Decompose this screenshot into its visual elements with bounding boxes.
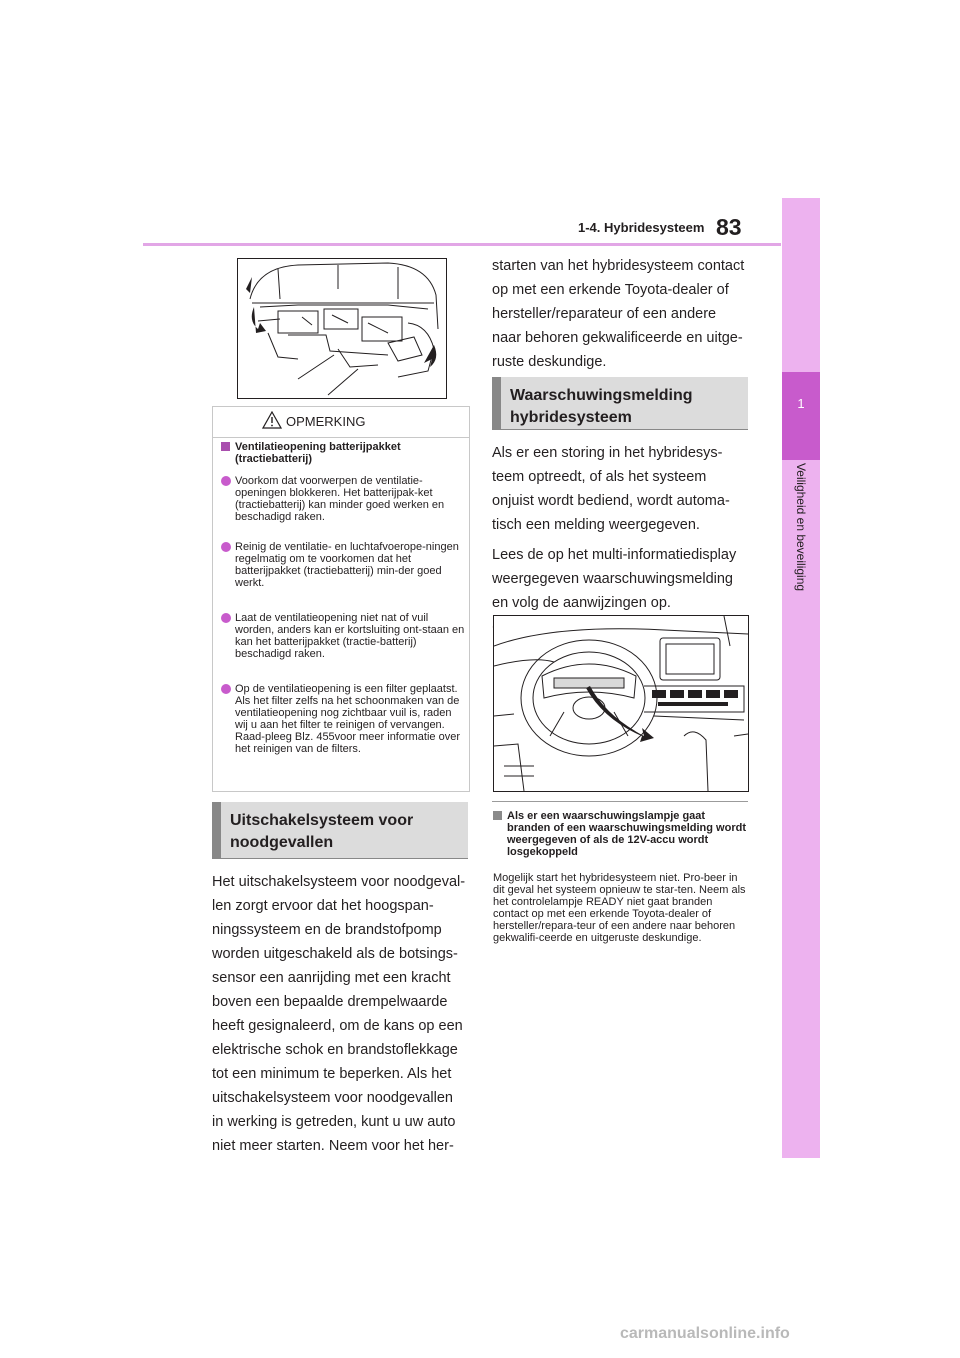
- emergency-shutdown-text: Het uitschakelsysteem voor noodgeval-len zorgt ervoor dat het hoogspan-ningssysteem en de brandstofpomp worden uitgeschakeld als de botsings-sensor een aanrijding met een kracht boven een bepaalde drempelwaarde heeft gesignaleerd, om de kans op een elektrische schok en brandstoflekkage tot een minimum te beperken. Als het uitschakelsysteem voor noodgevallen in werking is getreden, kunt u uw auto niet meer starten. Neem voor het her-: [212, 874, 466, 1154]
- chapter-number: 1: [797, 396, 805, 411]
- round-bullet-icon: [221, 476, 231, 486]
- notice-header: [213, 407, 469, 438]
- notice-heading: Ventilatieopening batterijpakket (tractiebatterij): [221, 441, 465, 465]
- round-bullet-icon: [221, 542, 231, 552]
- notice-item: Op de ventilatieopening is een filter geplaatst. Als het filter zelfs na het schoonmaken van de ventilatieopening nog zichtbaar vuil is, raden wij u aan het filter te reinigen of vervangen. Raad-pleeg Blz. 455voor meer informatie over het reinigen van de filters.: [221, 683, 465, 755]
- square-bullet-icon: [493, 811, 502, 820]
- continued-text: starten van het hybridesysteem contact op met een erkende Toyota-dealer of hersteller/reparateur of een andere naar behoren gekwalificeerde en uitge-ruste deskundige.: [492, 258, 745, 370]
- section-heading-emergency-shutdown: Uitschakelsysteem voor noodgevallen: [212, 802, 468, 858]
- chapter-label: Veiligheid en beveiliging: [794, 462, 808, 592]
- side-tab: [782, 198, 820, 1158]
- notice-box: [212, 406, 470, 792]
- figure-rule: [492, 801, 748, 802]
- notice-item: Laat de ventilatieopening niet nat of vuil worden, anders kan er kortsluiting ont-staan en kan het batterijpakket (tractie-batterij) beschadigd raken.: [221, 612, 465, 660]
- sub-heading: Als er een waarschuwingslampje gaat branden of een waarschuwingsmelding wordt weergegeven of als de 12V-accu wordt losgekoppeld: [493, 810, 747, 858]
- warning-icon: [262, 411, 282, 429]
- section-title: 1-4. Hybridesysteem: [578, 220, 705, 235]
- round-bullet-icon: [221, 613, 231, 623]
- section-heading-warning-message: Waarschuwingsmelding hybridesysteem: [492, 377, 748, 429]
- round-bullet-icon: [221, 684, 231, 694]
- notice-title: OPMERKING: [286, 414, 366, 429]
- footer-watermark: carmanualsonline.info: [620, 1325, 790, 1342]
- dashboard-illustration: [493, 615, 749, 792]
- battery-vent-illustration: [237, 258, 447, 399]
- square-bullet-icon: [221, 442, 230, 451]
- header-rule: [143, 243, 781, 246]
- notice-item: Voorkom dat voorwerpen de ventilatie-openingen blokkeren. Het batterijpak-ket (tractiebatterij) kan minder goed werken en beschadigd raken.: [221, 475, 465, 523]
- notice-item: Reinig de ventilatie- en luchtafvoerope-ningen regelmatig om te voorkomen dat het batterijpakket (tractiebatterij) min-der goed werkt.: [221, 541, 465, 589]
- warning-message-text: Als er een storing in het hybridesys-teem optreedt, of als het systeem onjuist wordt bediend, wordt automa-tisch een melding weergegeven. Lees de op het multi-informatiedisplay weergegeven waarschuwingsmelding en volg de aanwijzingen op.: [492, 441, 748, 639]
- sub-body-text: Mogelijk start het hybridesysteem niet. Pro-beer in dit geval het systeem opnieuw te star-ten. Neem als het controlelampje READY niet gaat branden contact op met een erkende Toyota-dealer of hersteller/repara-teur of een andere naar behoren gekwalifi-ceerde en uitgeruste deskundige.: [493, 872, 746, 944]
- page-number: 83: [716, 214, 742, 240]
- side-chapter-marker: [782, 372, 820, 460]
